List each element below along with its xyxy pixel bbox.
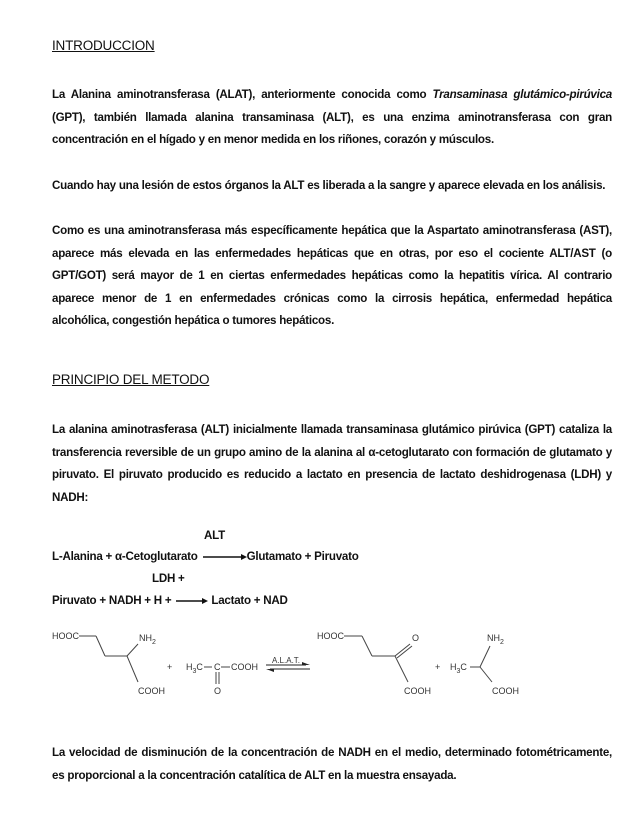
intro-heading: INTRODUCCION [52,38,155,53]
oxygen-label: O [214,686,222,696]
intro-paragraph-1-end: (GPT), también llamada alanina transaminasa (ALT), es una enzima aminotransferasa con gran concentración en el hígado y en menor medida en los riñones, corazón y músculos. [52,110,612,147]
method-heading: PRINCIPIO DEL METODO [52,372,210,387]
plus-sign: + [435,662,441,672]
carboxyl-label: COOH [404,686,431,696]
intro-paragraph-1-start: La Alanina aminotransferasa (ALAT), anteriormente conocida como [52,88,433,101]
method-paragraph-2: La velocidad de disminución de la concentración de NADH en el medio, determinado fotométricamente, es proporcional a la concentración catalítica de ALT en la muestra ensayada. [52,746,612,782]
carboxyl-label: COOH [138,686,165,696]
amine-label: $NH_2$ [487,633,504,646]
equation-2-reactants: Piruvato + NADH + H + [52,594,175,607]
oxygen-label: O [412,633,420,643]
hooc-label: HOOC [317,631,344,641]
methyl-label: $H_3C$ [186,662,203,675]
hooc-label: HOOC [52,631,79,641]
equation-1-reactants: L-Alanina + α-Cetoglutarato [52,550,201,563]
intro-paragraph-2: Cuando hay una lesión de estos órganos la ALT es liberada a la sangre y aparece elevada en los análisis. [52,179,606,192]
methyl-label: $H_3C$ [450,662,467,675]
enzyme-label: A.L.A.T. [272,656,301,665]
equation-1-enzyme-label: ALT [204,529,225,542]
amine-label: $NH_2$ [139,633,156,646]
equation-1-products: Glutamato + Piruvato [246,550,359,563]
reaction-arrow-icon [201,553,247,561]
plus-sign: + [167,662,173,672]
intro-paragraph-1 [52,84,612,152]
method-paragraph-1: La alanina aminotrasferasa (ALT) inicialmente llamada transaminasa glutámico pirúvica (GPT) cataliza la transferencia reversible de un grupo amino de la alanina al α-cetoglutarato con formación de glutamato y piruvato. El piruvato producido es reducido a lactato en presencia de lactato deshidrogenasa (LDH) y NADH: [52,423,612,504]
carboxyl-label: COOH [492,686,519,696]
equation-2 [52,594,288,607]
equation-2-enzyme-label: LDH + [152,572,185,585]
equation-1 [52,550,359,563]
equation-2-products: Lactato + NAD [208,594,288,607]
reaction-structure-diagram [52,622,612,732]
intro-paragraph-3: Como es una aminotransferasa más específicamente hepática que la Aspartato aminotransferasa (AST), aparece más elevada en las enfermedades hepáticas que en otras, por eso el cociente ALT/AST (o GPT/GOT) será mayor de 1 en ciertas enfermedades hepáticas como la hepatitis vírica. Al contrario aparece menor de 1 en enfermedades crónicas como la cirrosis hepática, enfermedad hepática alcohólica, congestión hepática o tumores hepáticos. [52,224,612,328]
intro-paragraph-1-italic: Transaminasa glutámico-pirúvica [432,88,613,101]
reaction-arrow-icon [174,597,208,605]
carboxyl-label: COOH [231,662,258,672]
carbon-label: C [214,662,221,672]
